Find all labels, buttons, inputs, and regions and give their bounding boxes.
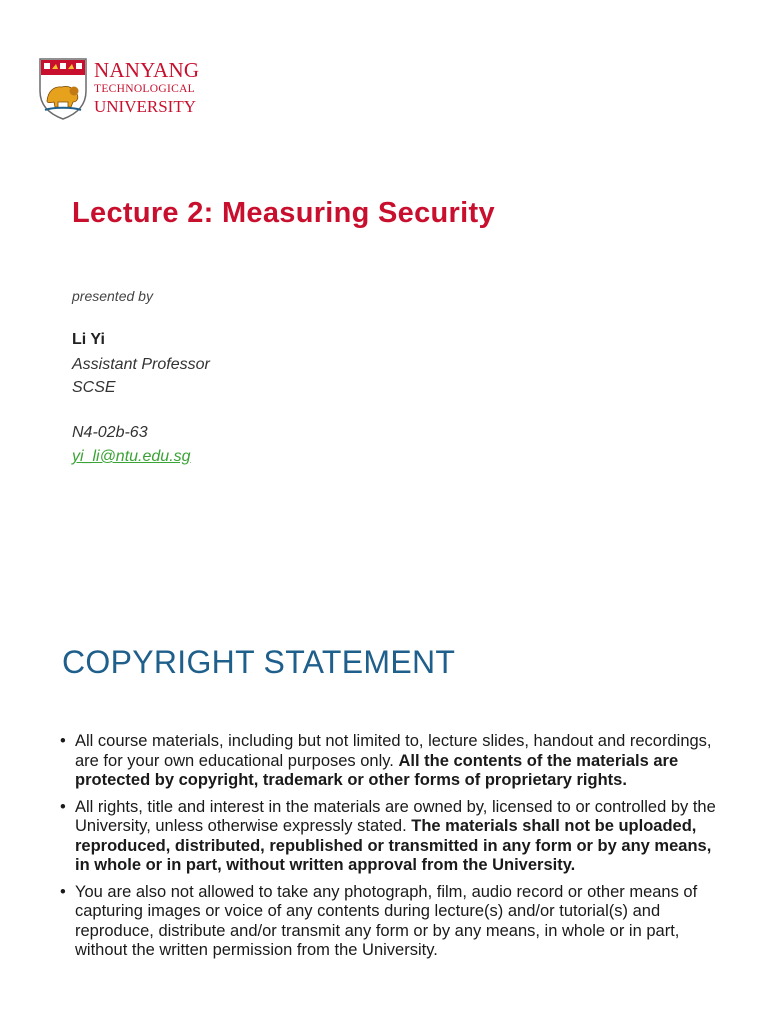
copyright-slide [0, 600, 768, 1024]
copyright-bullet-1 [58, 732, 718, 791]
logo-line-technological: TECHNOLOGICAL [94, 83, 195, 95]
email-link[interactable]: yi_li@ntu.edu.sg [72, 448, 191, 465]
bullet-1-text: All course materials, including but not limited to, lecture slides, handout and recordings, are for your own educational purposes only. [75, 732, 712, 770]
presenter-school: SCSE [72, 379, 116, 396]
logo-line-nanyang: NANYANG [94, 58, 200, 82]
presenter-name: Li Yi [72, 331, 105, 348]
office-location: N4-02b-63 [72, 424, 148, 441]
bullet-2-emphasis: The materials shall not be uploaded, reproduced, distributed, republished or transmitted in any form or by any means, in whole or in part, without written approval from the University. [75, 817, 712, 874]
presenter-role: Assistant Professor [72, 356, 210, 373]
bullet-3-text: You are also not allowed to take any photograph, film, audio record or other means of capturing images or voice of any contents during lecture(s) and/or tutorial(s) and reproduce, distribute and/or transmit any form or by any means, in whole or in part, without the written permission from the University. [75, 882, 698, 959]
bullet-1-emphasis: All the contents of the materials are protected by copyright, trademark or other forms of proprietary rights. [75, 751, 679, 789]
logo-line-university: UNIVERSITY [94, 96, 196, 116]
copyright-bullet-2 [58, 798, 718, 876]
copyright-heading: COPYRIGHT STATEMENT [62, 644, 456, 680]
lecture-title: Lecture 2: Measuring Security [72, 197, 495, 229]
ntu-logo [38, 57, 199, 121]
bullet-2-text: All rights, title and interest in the materials are owned by, licensed to or controlled by the University, unless otherwise expressly stated. [75, 797, 716, 835]
copyright-bullet-list [58, 732, 718, 968]
presented-by-label: presented by [72, 288, 153, 304]
university-crest-icon [38, 57, 88, 121]
copyright-bullet-3 [58, 883, 718, 961]
